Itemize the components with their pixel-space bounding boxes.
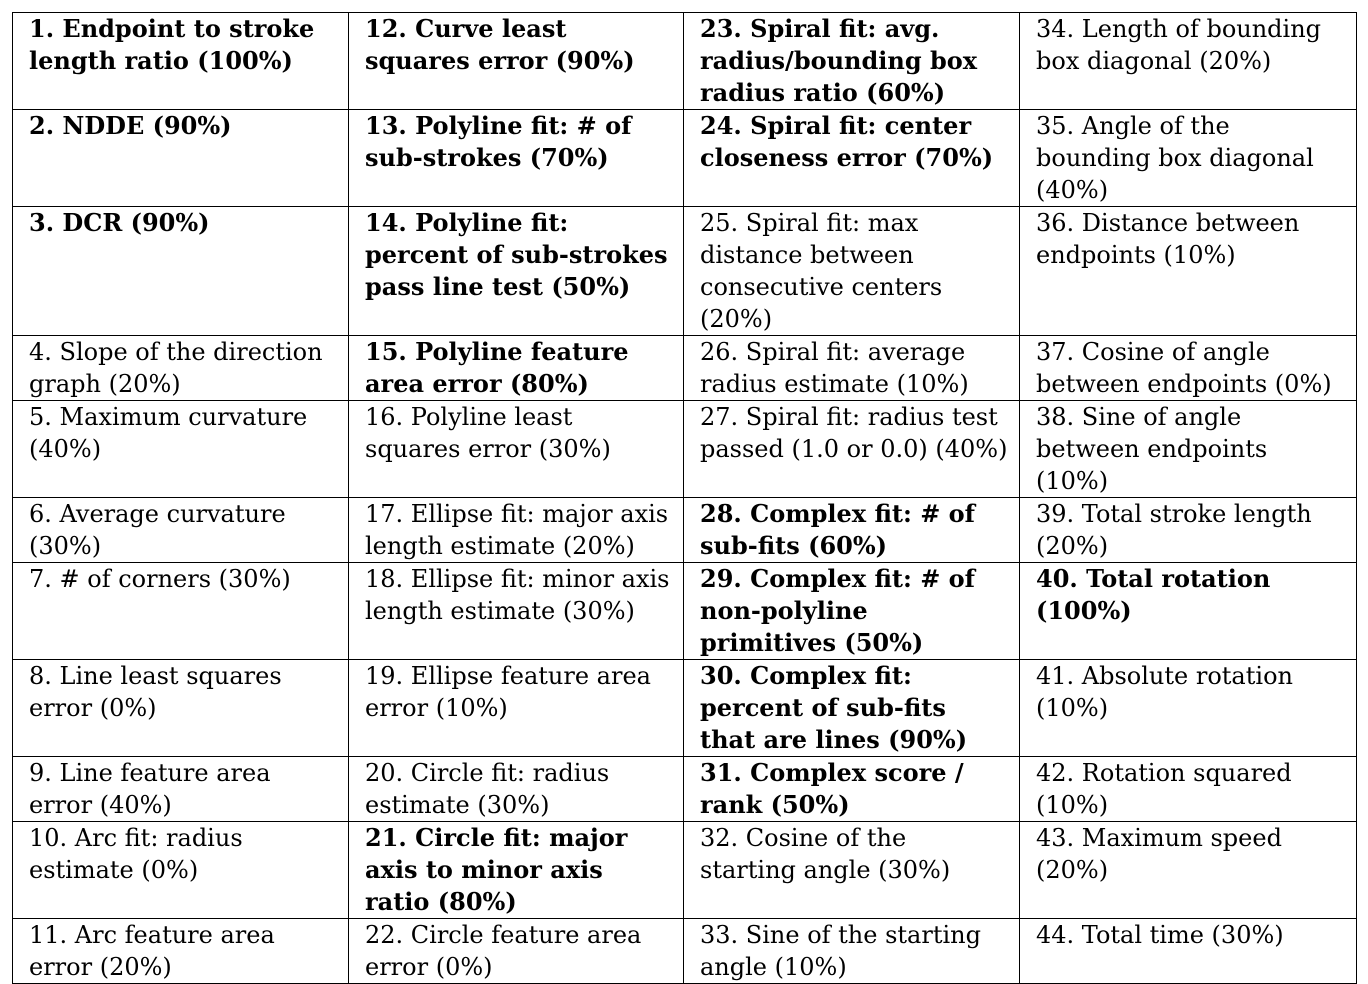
- table-cell: 31. Complex score / rank (50%): [684, 757, 1020, 822]
- table-cell: 9. Line feature area error (40%): [13, 757, 349, 822]
- table-cell: 30. Complex fit: percent of sub-fits that are lines (90%): [684, 660, 1020, 757]
- table-cell: 15. Polyline feature area error (80%): [349, 336, 684, 401]
- table-cell: 38. Sine of angle between endpoints (10%): [1020, 401, 1357, 498]
- table-cell: 17. Ellipse fit: major axis length estimate (20%): [349, 498, 684, 563]
- table-cell: 21. Circle fit: major axis to minor axis ratio (80%): [349, 822, 684, 919]
- table-cell: 8. Line least squares error (0%): [13, 660, 349, 757]
- table-row: [13, 207, 1357, 336]
- table-cell: 33. Sine of the starting angle (10%): [684, 919, 1020, 984]
- table-row: [13, 336, 1357, 401]
- table-cell: 7. # of corners (30%): [13, 563, 349, 660]
- table-cell: 16. Polyline least squares error (30%): [349, 401, 684, 498]
- table-row: [13, 13, 1357, 110]
- table-cell: 37. Cosine of angle between endpoints (0%): [1020, 336, 1357, 401]
- table-cell: 1. Endpoint to stroke length ratio (100%): [13, 13, 349, 110]
- table-cell: 41. Absolute rotation (10%): [1020, 660, 1357, 757]
- table-cell: 23. Spiral fit: avg. radius/bounding box radius ratio (60%): [684, 13, 1020, 110]
- table-row: [13, 401, 1357, 498]
- table-row: [13, 563, 1357, 660]
- table-cell: 22. Circle feature area error (0%): [349, 919, 684, 984]
- table-cell: 3. DCR (90%): [13, 207, 349, 336]
- table-cell: 29. Complex fit: # of non-polyline primitives (50%): [684, 563, 1020, 660]
- table-cell: 40. Total rotation (100%): [1020, 563, 1357, 660]
- table-cell: 44. Total time (30%): [1020, 919, 1357, 984]
- table-cell: 5. Maximum curvature (40%): [13, 401, 349, 498]
- table-row: [13, 660, 1357, 757]
- table-row: [13, 757, 1357, 822]
- table-cell: 34. Length of bounding box diagonal (20%): [1020, 13, 1357, 110]
- table-row: [13, 822, 1357, 919]
- table-cell: 4. Slope of the direction graph (20%): [13, 336, 349, 401]
- table-row: [13, 919, 1357, 984]
- table-cell: 25. Spiral fit: max distance between consecutive centers (20%): [684, 207, 1020, 336]
- table-cell: 12. Curve least squares error (90%): [349, 13, 684, 110]
- table-cell: 36. Distance between endpoints (10%): [1020, 207, 1357, 336]
- table-cell: 35. Angle of the bounding box diagonal (40%): [1020, 110, 1357, 207]
- table-cell: 39. Total stroke length (20%): [1020, 498, 1357, 563]
- table-cell: 26. Spiral fit: average radius estimate (10%): [684, 336, 1020, 401]
- feature-table-body: [13, 13, 1357, 984]
- table-cell: 27. Spiral fit: radius test passed (1.0 or 0.0) (40%): [684, 401, 1020, 498]
- table-cell: 32. Cosine of the starting angle (30%): [684, 822, 1020, 919]
- table-cell: 28. Complex fit: # of sub-fits (60%): [684, 498, 1020, 563]
- table-cell: 43. Maximum speed (20%): [1020, 822, 1357, 919]
- table-cell: 20. Circle fit: radius estimate (30%): [349, 757, 684, 822]
- table-row: [13, 498, 1357, 563]
- table-row: [13, 110, 1357, 207]
- table-cell: 19. Ellipse feature area error (10%): [349, 660, 684, 757]
- table-cell: 14. Polyline fit: percent of sub-strokes pass line test (50%): [349, 207, 684, 336]
- table-cell: 18. Ellipse fit: minor axis length estimate (30%): [349, 563, 684, 660]
- table-cell: 13. Polyline fit: # of sub-strokes (70%): [349, 110, 684, 207]
- table-cell: 6. Average curvature (30%): [13, 498, 349, 563]
- table-cell: 2. NDDE (90%): [13, 110, 349, 207]
- feature-table: [12, 12, 1357, 984]
- table-cell: 42. Rotation squared (10%): [1020, 757, 1357, 822]
- table-cell: 24. Spiral fit: center closeness error (70%): [684, 110, 1020, 207]
- table-cell: 10. Arc fit: radius estimate (0%): [13, 822, 349, 919]
- table-cell: 11. Arc feature area error (20%): [13, 919, 349, 984]
